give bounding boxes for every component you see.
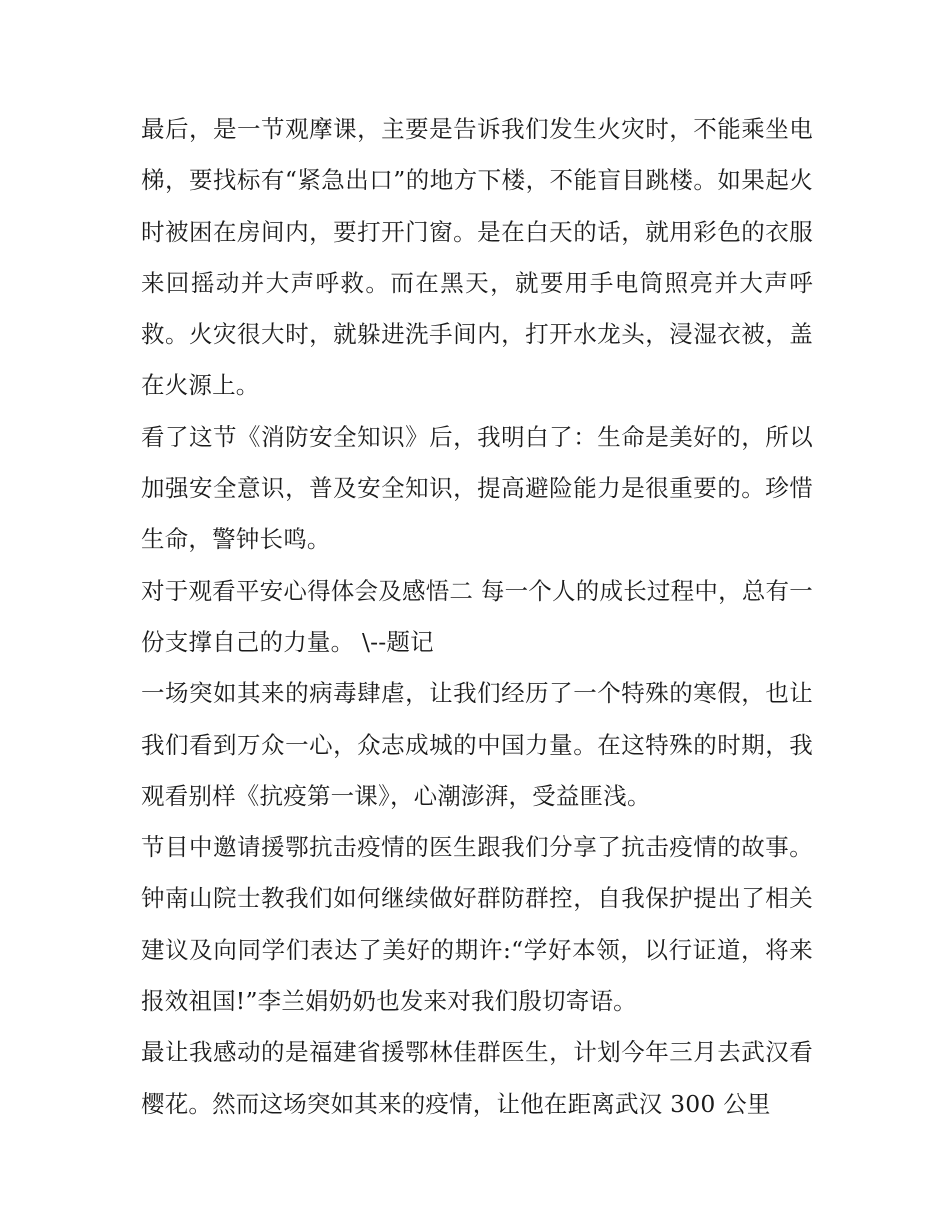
paragraph-special-winter-break: 一场突如其来的病毒肆虐，让我们经历了一个特殊的寒假，也让我们看到万众一心，众志成城的中国力量。在这特殊的时期，我观看别样《抗疫第一课》，心潮澎湃，受益匪浅。 <box>141 679 813 810</box>
paragraph-doctors-share-stories: 节目中邀请援鄂抗击疫情的医生跟我们分享了抗击疫情的故事。钟南山院士教我们如何继续做好群防群控，自我保护提出了相关建议及向同学们表达了美好的期许:“学好本领，以行证道，将来报效祖国!”李兰娟奶奶也发来对我们殷切寄语。 <box>141 833 813 1016</box>
document-body <box>141 104 813 1130</box>
paragraph-essay-two-epigraph: 对于观看平安心得体会及感悟二 每一个人的成长过程中，总有一份支撑自己的力量。 \--题记 <box>141 576 813 656</box>
paragraph-doctor-lin-story: 最让我感动的是福建省援鄂林佳群医生，计划今年三月去武汉看樱花。然而这场突如其来的疫情，让他在距离武汉 300 公里 <box>141 1038 813 1118</box>
paragraph-fire-safety-reflection: 看了这节《消防安全知识》后，我明白了：生命是美好的，所以加强安全意识，普及安全知识，提高避险能力是很重要的。珍惜生命，警钟长鸣。 <box>141 422 813 554</box>
paragraph-fire-drill-lesson: 最后，是一节观摩课，主要是告诉我们发生火灾时，不能乘坐电梯，要找标有“紧急出口”的地方下楼，不能盲目跳楼。如果起火时被困在房间内，要打开门窗。是在白天的话，就用彩色的衣服来回摇动并大声呼救。而在黑天，就要用手电筒照亮并大声呼救。火灾很大时，就躲进洗手间内，打开水龙头，浸湿衣被，盖在火源上。 <box>141 115 813 400</box>
